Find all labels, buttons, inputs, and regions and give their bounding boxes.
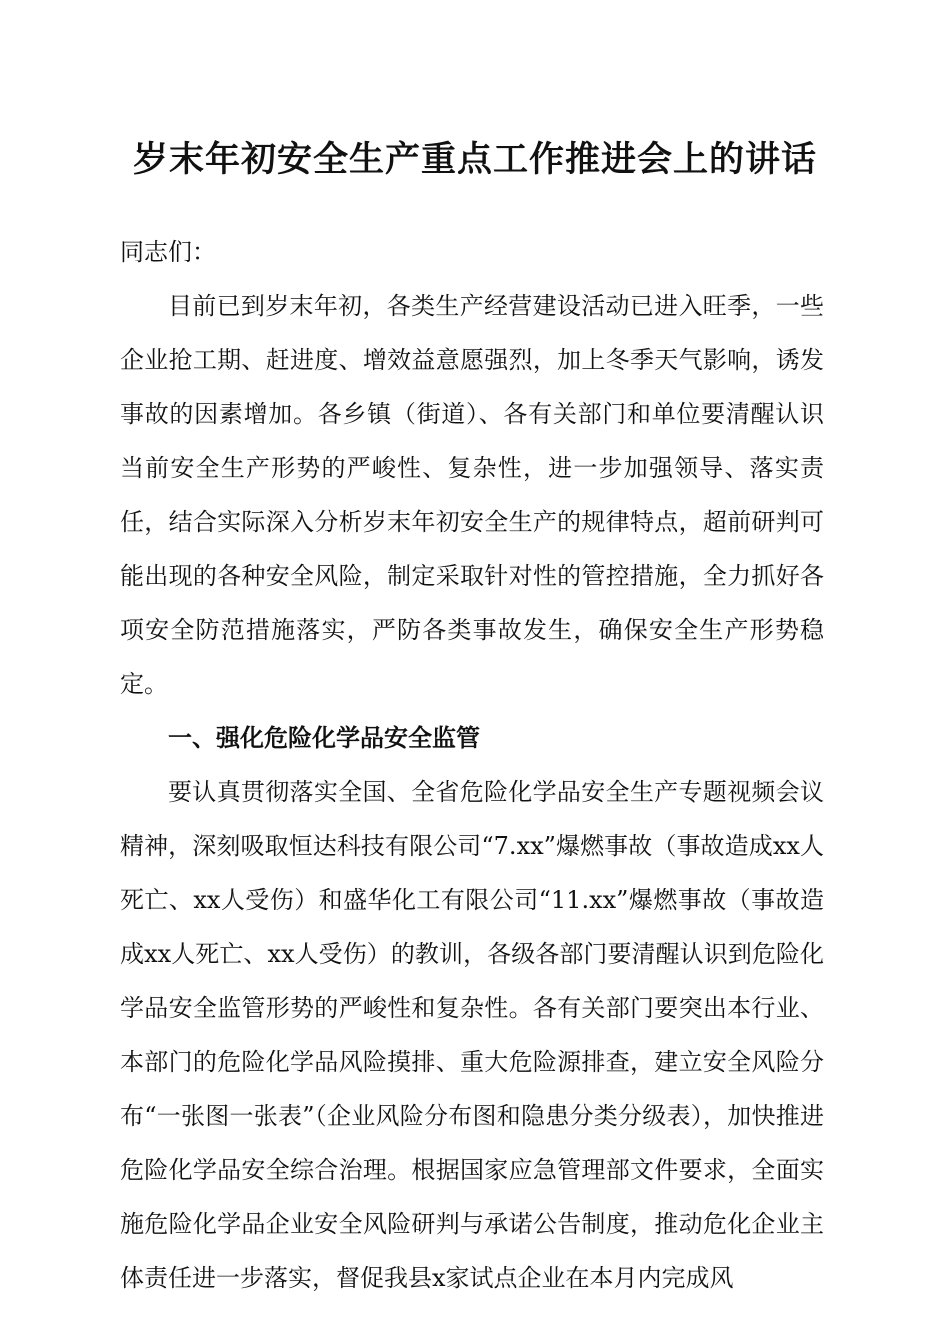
paragraph-intro: 目前已到岁末年初，各类生产经营建设活动已进入旺季，一些企业抢工期、赶进度、增效益意愿强烈，加上冬季天气影响，诱发事故的因素增加。各乡镇（街道）、各有关部门和单位要清醒认识当前安全生产形势的严峻性、复杂性，进一步加强领导、落实责任，结合实际深入分析岁末年初安全生产的规律特点，超前研判可能出现的各种安全风险，制定采取针对性的管控措施，全力抓好各项安全防范措施落实，严防各类事故发生，确保安全生产形势稳定。 (120, 292, 824, 698)
document-body (120, 225, 824, 1305)
salutation: 同志们： (120, 238, 216, 266)
document-title: 岁末年初安全生产重点工作推进会上的讲话 (132, 139, 817, 180)
section-heading-1: 一、强化危险化学品安全监管 (168, 724, 480, 752)
paragraph-section-1: 要认真贯彻落实全国、全省危险化学品安全生产专题视频会议精神，深刻吸取恒达科技有限公司“7.xx”爆燃事故（事故造成xx人死亡、xx人受伤）和盛华化工有限公司“11.xx”爆燃事故（事故造成xx人死亡、xx人受伤）的教训，各级各部门要清醒认识到危险化学品安全监管形势的严峻性和复杂性。各有关部门要突出本行业、本部门的危险化学品风险摸排、重大危险源排查，建立安全风险分布“一张图一张表”（企业风险分布图和隐患分类分级表），加快推进危险化学品安全综合治理。根据国家应急管理部文件要求，全面实施危险化学品企业安全风险研判与承诺公告制度，推动危化企业主体责任进一步落实，督促我县x家试点企业在本月内完成风 (120, 778, 824, 1292)
